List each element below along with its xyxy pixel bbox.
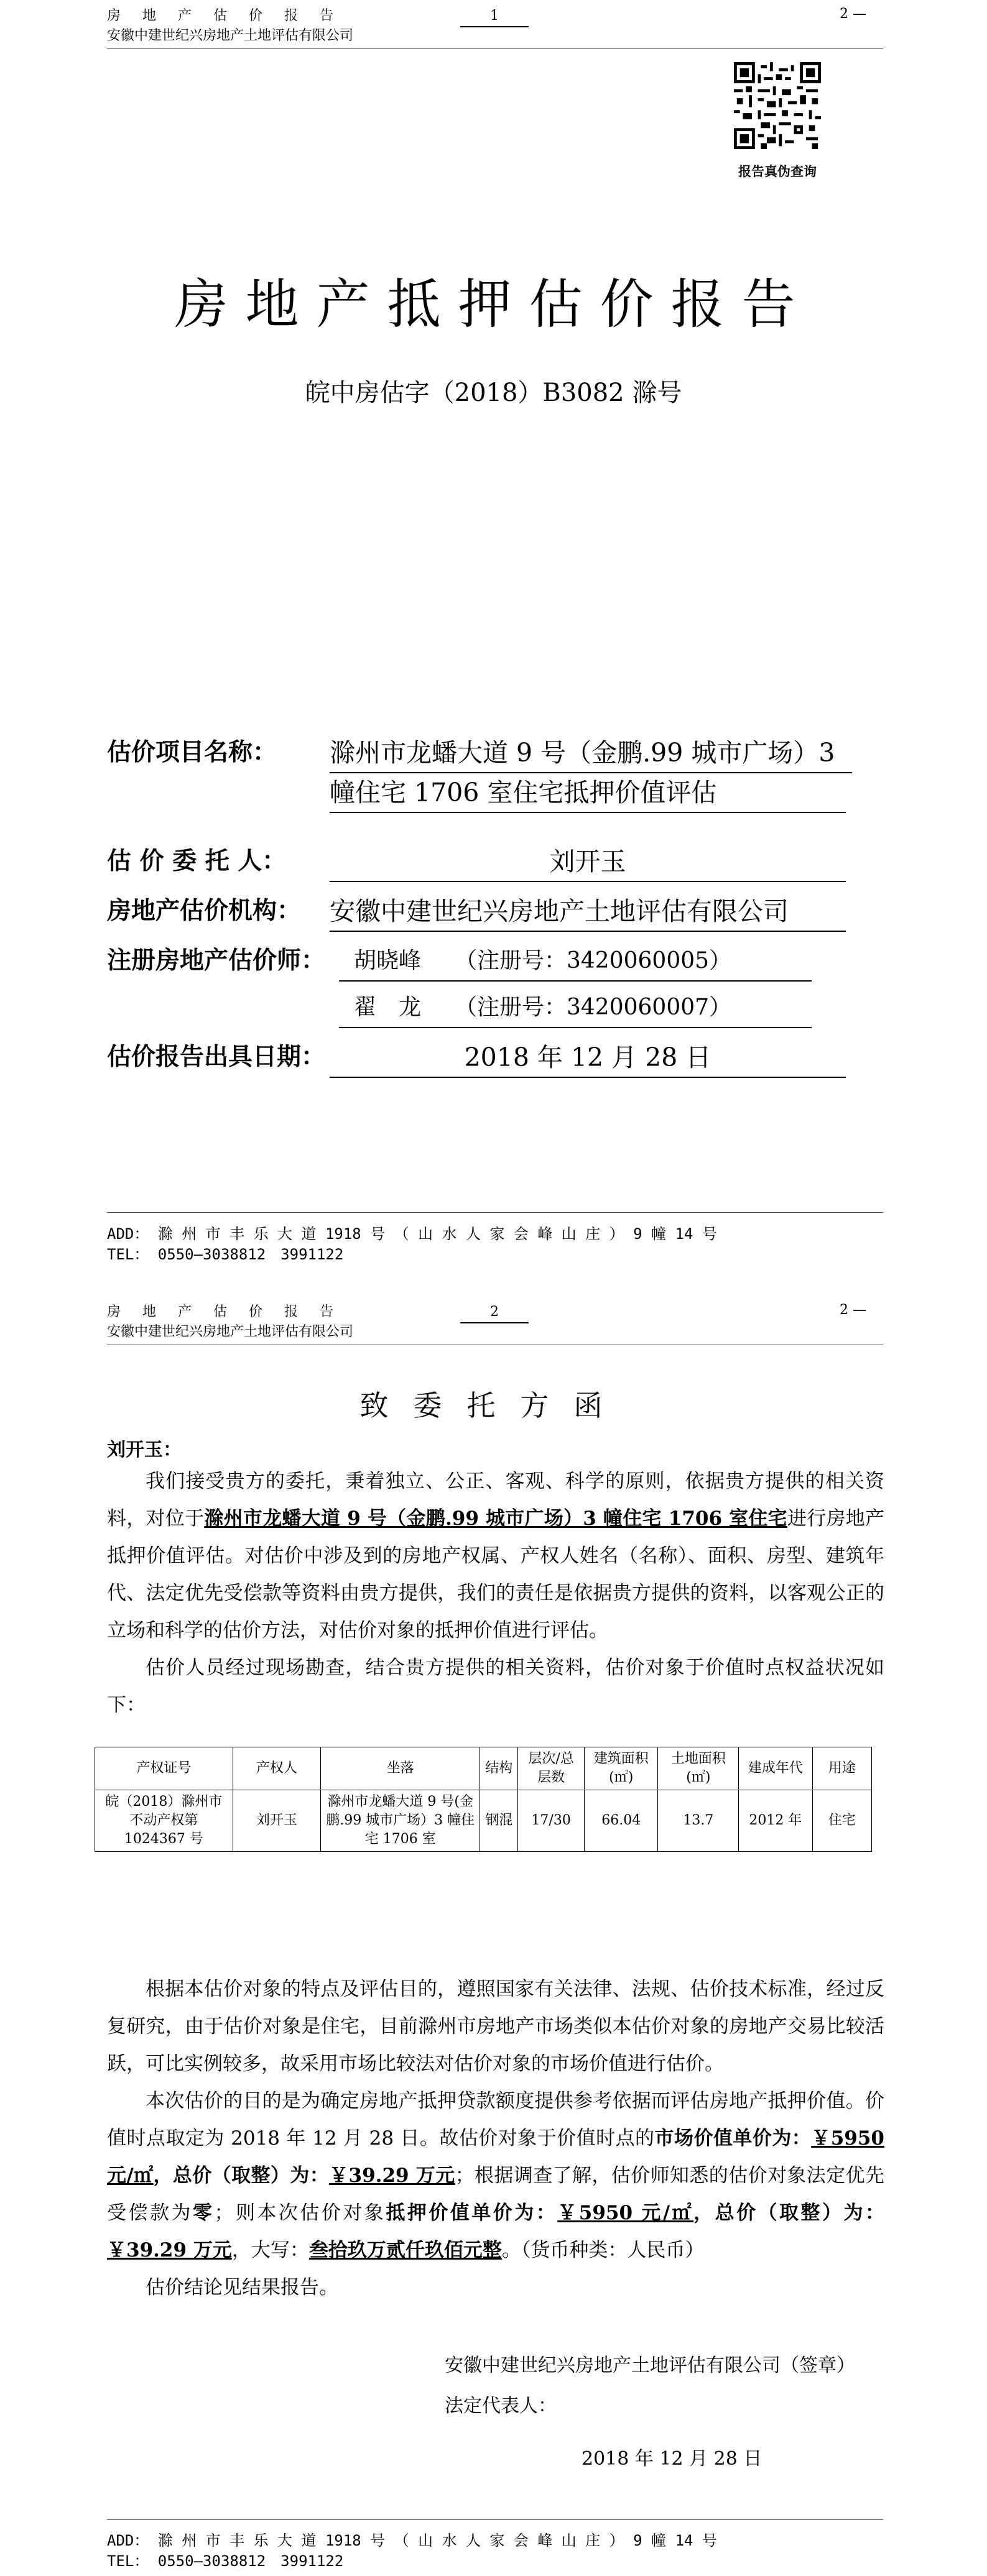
report-date-label: 估价报告出具日期： <box>107 1043 326 1071</box>
header-company: 安徽中建世纪兴房地产土地评估有限公司 <box>107 1324 354 1340</box>
letter-paragraph-3: 根据本估价对象的特点及评估目的，遵照国家有关法律、法规、估价技术标准，经过反复研究，由于估价对象是住宅，目前滁州市房地产市场类似本估价对象的房地产交易比较活跃，可比实例较多，故采用市场比较法对估价对象的市场价值进行估价。 <box>107 1978 884 2075</box>
table-cell: 滁州市龙蟠大道 9 号(金鹏.99 城市广场）3 幢住宅 1706 室 <box>321 1790 480 1852</box>
p4-text-a: 本次估价的目的是为确定房地产抵押贷款额度提供参考依据而评估房地产抵押价值。价值时点取定为 2018 年 12 月 28 日。故估价对象于价值时点的 <box>107 2090 884 2150</box>
header-title: 房 地 产 估 价 报 告 <box>107 8 342 24</box>
project-name-line2: 幢住宅 1706 室住宅抵押价值评估 <box>330 773 846 813</box>
page-header <box>107 6 353 46</box>
table-cell: 66.04 <box>585 1790 658 1852</box>
letter-paragraph-1 <box>107 1463 884 1649</box>
p4-mortgage-total-label: ，总价（取整）为： <box>693 2202 885 2224</box>
page-number: 1 <box>460 6 529 27</box>
letter-paragraph-5: 估价结论见结果报告。 <box>146 2276 338 2299</box>
header-company: 安徽中建世纪兴房地产土地评估有限公司 <box>107 28 354 44</box>
header-divider <box>107 48 883 49</box>
client-label: 估 价 委 托 人： <box>107 847 287 875</box>
p4-market-total-value: ￥39.29 万元 <box>329 2164 455 2187</box>
footer-address: ADD： 滁 州 市 丰 乐 大 道 1918 号 （ 山 水 人 家 会 峰 山 庄 ） 9 幢 14 号 <box>107 2532 717 2549</box>
signature-date: 2018 年 12 月 28 日 <box>582 2448 762 2470</box>
p4-mortgage-unit-value: ￥5950 元/㎡ <box>557 2202 694 2224</box>
table-cell: 住宅 <box>812 1790 871 1852</box>
table-cell: 刘开玉 <box>233 1790 320 1852</box>
project-name-label: 估价项目名称： <box>107 738 277 766</box>
appraiser-label: 注册房地产估价师： <box>107 947 326 975</box>
appraiser-2: 翟 龙 （注册号：3420060007） <box>339 988 812 1028</box>
table-header-cell: 建筑面积(㎡) <box>585 1747 658 1790</box>
p1-text-b: 进行房地产抵押价值评估。对估价中涉及到的房地产权属、产权人姓名（名称）、面积、房型、建筑年代、法定优先受偿款等资料由贵方提供，我们的责任是依据贵方提供的资料，以客观公正的立场和科学的估价方法，对估价对象的抵押价值进行评估。 <box>107 1507 885 1642</box>
table-header-cell: 层次/总层数 <box>518 1747 585 1790</box>
header-title: 房 地 产 估 价 报 告 <box>107 1304 342 1320</box>
page-total: 2 — <box>840 1302 866 1318</box>
p4-mortgage-total-value: ￥39.29 万元 <box>107 2239 232 2261</box>
p4-currency-note: 。（货币种类：人民币） <box>501 2239 705 2261</box>
footer-phone: TEL： 0550—3038812 3991122 <box>107 1246 344 1263</box>
p4-amount-in-words: 叁拾玖万贰仟玖佰元整 <box>308 2239 502 2261</box>
table-header-cell: 土地面积(㎡) <box>658 1747 739 1790</box>
org-value: 安徽中建世纪兴房地产土地评估有限公司 <box>330 892 846 932</box>
table-header-cell: 坐落 <box>321 1747 480 1790</box>
table-cell: 13.7 <box>658 1790 739 1852</box>
report-date-value: 2018 年 12 月 28 日 <box>330 1038 846 1078</box>
footer-divider <box>107 2519 883 2520</box>
report-title: 房地产抵押估价报告 <box>174 274 813 336</box>
property-rights-table <box>95 1747 872 1852</box>
p1-text-a: 我们接受贵方的委托，秉着独立、公正、客观、科学的原则，依据贵方提供的相关资料，对位于 <box>107 1470 884 1530</box>
page-total: 2 — <box>840 6 866 22</box>
footer-address: ADD： 滁 州 市 丰 乐 大 道 1918 号 （ 山 水 人 家 会 峰 山 庄 ） 9 幢 14 号 <box>107 1225 717 1243</box>
footer-phone: TEL： 0550—3038812 3991122 <box>107 2552 344 2570</box>
letter-title: 致委托方函 <box>359 1389 628 1422</box>
p4-mortgage-unit-label: 抵押价值单价为： <box>386 2202 558 2224</box>
p4-text-c: ；根据调查了解，估价师知悉的估价对象法定优先受偿款为 <box>107 2164 885 2224</box>
org-label: 房地产估价机构： <box>107 897 302 925</box>
table-cell: 钢混 <box>480 1790 518 1852</box>
table-cell: 17/30 <box>518 1790 585 1852</box>
table-header-cell: 建成年代 <box>739 1747 812 1790</box>
p4-market-unit-value: ￥5950 元/㎡ <box>107 2127 884 2187</box>
qr-code-icon[interactable] <box>734 62 821 149</box>
qr-verify-label: 报告真伪查询 <box>738 163 817 179</box>
letter-salutation: 刘开玉： <box>107 1439 182 1461</box>
table-header-cell: 结构 <box>480 1747 518 1790</box>
table-header-cell: 产权人 <box>233 1747 320 1790</box>
signature-company: 安徽中建世纪兴房地产土地评估有限公司（签章） <box>445 2355 855 2376</box>
p4-text-e: ，大写： <box>231 2239 309 2261</box>
p1-property-address: 滁州市龙蟠大道 9 号（金鹏.99 城市广场）3 幢住宅 1706 室住宅 <box>204 1507 787 1530</box>
table-cell: 2012 年 <box>739 1790 812 1852</box>
table-header-cell: 产权证号 <box>95 1747 233 1790</box>
page-header <box>107 1302 353 1342</box>
letter-paragraph-2: 估价人员经过现场勘查，结合贵方提供的相关资料，估价对象于价值时点权益状况如下： <box>107 1657 884 1716</box>
p4-priority-amount: 零 <box>192 2202 215 2224</box>
p4-market-unit-label: 市场价值单价为： <box>654 2127 812 2150</box>
appraiser-1: 胡晓峰 （注册号：3420060005） <box>339 942 812 982</box>
letter-paragraph-4 <box>107 2082 884 2269</box>
document-number: 皖中房估字（2018）B3082 滁号 <box>305 379 682 407</box>
table-row <box>95 1790 872 1852</box>
table-header-row <box>95 1747 872 1790</box>
project-name-line1: 滁州市龙蟠大道 9 号（金鹏.99 城市广场）3 <box>330 734 852 773</box>
client-letter-page <box>0 1296 987 2576</box>
p4-market-total-label: ，总价（取整）为： <box>153 2164 330 2187</box>
table-header-cell: 用途 <box>812 1747 871 1790</box>
project-name-value <box>330 734 852 813</box>
p4-text-d: ；则本次估价对象 <box>214 2202 386 2224</box>
signature-representative: 法定代表人： <box>445 2395 557 2417</box>
client-value: 刘开玉 <box>330 842 846 882</box>
footer-divider <box>107 1212 883 1213</box>
table-cell: 皖（2018）滁州市不动产权第 1024367 号 <box>95 1790 233 1852</box>
page-number: 2 <box>460 1302 529 1323</box>
